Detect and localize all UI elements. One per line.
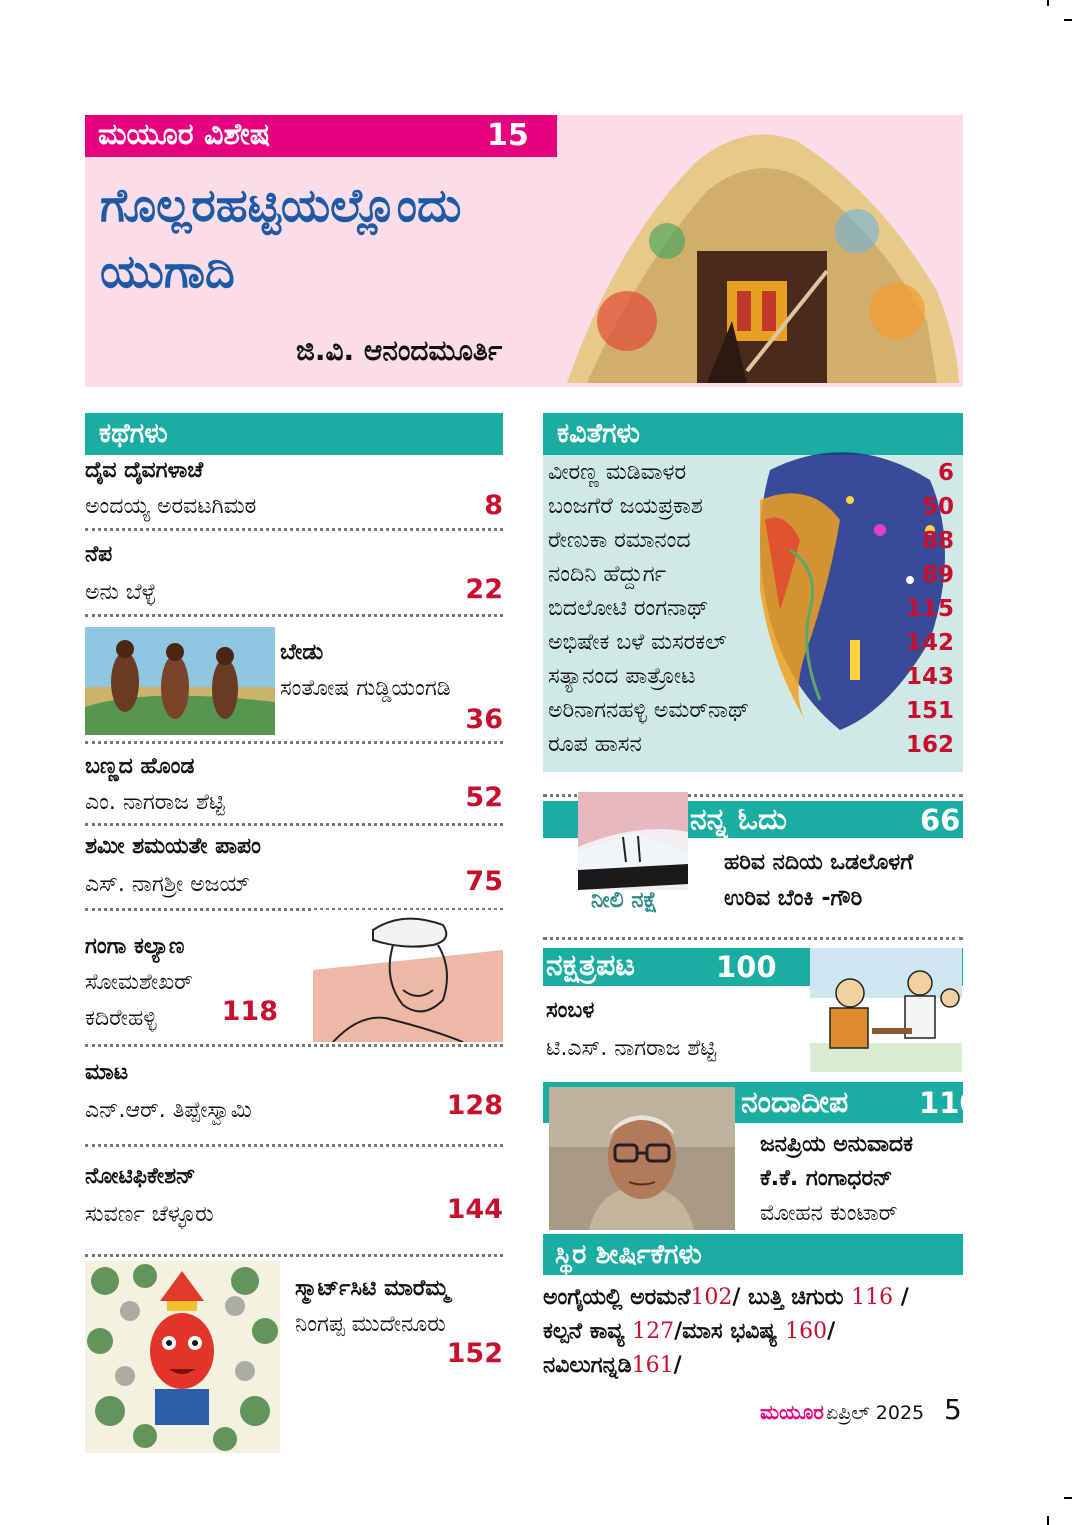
story-title: ನೋಟಿಫಿಕೇಶನ್	[85, 1164, 196, 1189]
crop-mark	[1047, 1516, 1049, 1525]
poet-name[interactable]: ಬಿದಲೋಟಿ ರಂಗನಾಥ್	[548, 596, 709, 621]
story-author: ಸಂತೋಷ ಗುಡ್ಡಿಯಂಗಡಿ	[280, 676, 451, 701]
story-author: ಅನು ಬೆಳ್ಳೆ	[85, 580, 156, 605]
nandadeepa-line2: ಕೆ.ಕೆ. ಗಂಗಾಧರನ್	[760, 1166, 893, 1191]
story-author: ಎನ್.ಆರ್. ತಿಪ್ಪೇಸ್ವಾಮಿ	[85, 1098, 252, 1123]
story-entry[interactable]	[85, 1276, 503, 1376]
feature-page-number[interactable]: 15	[487, 118, 529, 153]
story-entry[interactable]	[85, 458, 503, 530]
column-page: 102	[690, 1285, 733, 1310]
divider	[85, 1254, 503, 1257]
column-page: 127	[632, 1319, 675, 1344]
feature-title-line2: ಯುಗಾದಿ	[100, 244, 235, 298]
section-header-stories: ಕಥೆಗಳು	[85, 413, 503, 455]
divider	[85, 1044, 503, 1047]
story-page-number: 152	[446, 1338, 503, 1369]
story-entry[interactable]	[85, 1164, 503, 1236]
divider	[85, 1144, 503, 1147]
story-entry[interactable]	[85, 934, 503, 1038]
divider	[85, 528, 503, 531]
story-title: ಶಮೀ ಶಮಯತೇ ಪಾಪಂ	[85, 834, 261, 859]
nandadeepa-label[interactable]: ನಂದಾದೀಪ	[741, 1085, 849, 1120]
column-navilugannadi[interactable]: ನವಿಲುಗನ್ನಡಿ	[543, 1353, 632, 1378]
column-kalpane-kavya[interactable]: ಕಲ್ಪನೆ ಕಾವ್ಯ	[543, 1319, 625, 1344]
poem-page-number: 142	[905, 630, 954, 656]
nakshatrapata-title: ಸಂಬಳ	[546, 998, 595, 1023]
issue-date: ಏಪ್ರಿಲ್ 2025	[826, 1402, 925, 1424]
story-entry[interactable]	[85, 834, 503, 906]
section-header-poems: ಕವಿತೆಗಳು	[543, 413, 963, 455]
divider	[85, 614, 503, 617]
nanna-odu-page-number: 66	[920, 803, 961, 837]
poet-name[interactable]: ಅರಿನಾಗನಹಳ್ಳಿ ಅಮರ್‌ನಾಥ್	[548, 698, 750, 723]
nakshatrapata-page-number: 100	[716, 950, 777, 984]
story-page-number: 8	[484, 490, 503, 521]
poet-name[interactable]: ನಂದಿನಿ ಹೆದ್ದುರ್ಗ	[548, 562, 667, 587]
story-title: ಗಂಗಾ ಕಲ್ಯಾಣ	[85, 934, 185, 959]
feature-label: ಮಯೂರ ವಿಶೇಷ	[98, 117, 271, 152]
column-page: 116	[851, 1285, 894, 1310]
story-page-number: 75	[465, 866, 503, 897]
book-cover-title: ನೀಲಿ ನಕ್ಷೆ	[591, 888, 658, 913]
column-page: 161	[631, 1353, 674, 1378]
nanna-odu-line1: ಹರಿವ ನದಿಯ ಒಡಲೊಳಗೆ	[724, 850, 914, 875]
poet-name[interactable]: ಸತ್ಯಾನಂದ ಪಾತ್ರೋಟ	[548, 664, 696, 689]
crop-mark	[1047, 0, 1049, 6]
crop-mark	[1064, 1497, 1072, 1499]
story-author: ಎಂ. ನಾಗರಾಜ ಶೆಟ್ಟಿ	[85, 790, 225, 815]
columns-line1: ಅಂಗೈಯಲ್ಲಿ ಅರಮನೆ102/ ಬುತ್ತಿ ಚಿಗುರು 116 /	[543, 1285, 909, 1310]
nanna-odu-line2: ಉರಿವ ಬೆಂಕಿ -ಗೌರಿ	[724, 886, 863, 911]
poem-page-number: 89	[921, 562, 954, 588]
story-author-line2: ಕದಿರೇಹಳ್ಳಿ	[85, 1006, 157, 1031]
feature-title[interactable]	[100, 172, 550, 304]
section-header-regular-columns: ಸ್ಥಿರ ಶೀರ್ಷಿಕೆಗಳು	[543, 1234, 963, 1275]
poem-page-number: 88	[921, 528, 954, 554]
nakshatrapata-author: ಟಿ.ಎಸ್. ನಾಗರಾಜ ಶೆಟ್ಟಿ	[546, 1036, 717, 1061]
columns-line3: ನವಿಲುಗನ್ನಡಿ161/	[543, 1353, 682, 1378]
story-entry[interactable]	[85, 1060, 503, 1132]
story-entry[interactable]	[85, 754, 503, 826]
story-page-number: 118	[221, 996, 278, 1027]
divider	[85, 823, 503, 826]
poet-name[interactable]: ರೇಣುಕಾ ರಮಾನಂದ	[548, 528, 691, 553]
divider	[543, 937, 963, 940]
divider	[85, 741, 503, 744]
column-page: 160	[785, 1319, 828, 1344]
cartoon-illustration	[810, 948, 962, 1072]
story-title: ಮಾಟ	[85, 1060, 129, 1085]
feature-hut-illustration	[557, 121, 959, 383]
poet-name[interactable]: ಬಂಜಗೆರೆ ಜಯಪ್ರಕಾಶ	[548, 494, 703, 519]
poem-page-number: 115	[905, 596, 954, 622]
poet-name[interactable]: ವೀರಣ್ಣ ಮಡಿವಾಳರ	[548, 460, 687, 485]
feature-author: ಜಿ.ವಿ. ಆನಂದಮೂರ್ತಿ	[296, 334, 503, 367]
story-author: ಸುವರ್ಣ ಚೆಳ್ಳೂರು	[85, 1202, 214, 1227]
crop-mark	[1064, 19, 1072, 21]
page-number: 5	[944, 1393, 962, 1426]
poem-page-number: 162	[905, 732, 954, 758]
nandadeepa-line3: ಮೋಹನ ಕುಂಟಾರ್	[760, 1201, 898, 1226]
story-entry[interactable]	[85, 640, 503, 740]
nanna-odu-label[interactable]: ನನ್ನ ಓದು	[690, 802, 787, 837]
story-title: ಬಣ್ಣದ ಹೊಂಡ	[85, 754, 195, 779]
story-title: ದೈವ ದೈವಗಳಾಚೆ	[85, 458, 204, 483]
story-page-number: 52	[465, 782, 503, 813]
nandadeepa-page-number: 110	[919, 1086, 980, 1120]
story-author: ಎಸ್. ನಾಗಶ್ರೀ ಅಜಯ್	[85, 872, 251, 897]
column-butti-chiguru[interactable]: ಬುತ್ತಿ ಚಿಗುರು	[748, 1285, 844, 1310]
story-author: ಸೋಮಶೇಖರ್	[85, 970, 193, 995]
story-page-number: 144	[446, 1194, 503, 1225]
story-title: ಬೇಡು	[280, 640, 324, 665]
story-page-number: 22	[465, 574, 503, 605]
poem-page-number: 151	[905, 698, 954, 724]
column-angaiyalli-aramane[interactable]: ಅಂಗೈಯಲ್ಲಿ ಅರಮನೆ	[543, 1285, 691, 1310]
story-title: ಸ್ಮಾರ್ಟ್‌ಸಿಟಿ ಮಾರೆಮ್ಮ	[295, 1276, 450, 1301]
poem-page-number: 6	[937, 460, 954, 486]
story-entry[interactable]	[85, 542, 503, 614]
story-author: ಅಂದಯ್ಯ ಅರವಟಗಿಮಠ	[85, 494, 257, 519]
story-page-number: 36	[465, 704, 503, 735]
magazine-logo: ಮಯೂರ	[760, 1400, 824, 1424]
poet-name[interactable]: ರೂಪ ಹಾಸನ	[548, 732, 642, 757]
story-page-number: 128	[446, 1090, 503, 1121]
portrait-photo	[549, 1087, 735, 1230]
feature-title-line1: ಗೊಲ್ಲರಹಟ್ಟಿಯಲ್ಲೊಂದು	[100, 178, 462, 232]
story-title: ನೆಪ	[85, 542, 113, 567]
column-maasa-bhavishya[interactable]: ಮಾಸ ಭವಿಷ್ಯ	[682, 1319, 778, 1344]
nandadeepa-line1: ಜನಪ್ರಿಯ ಅನುವಾದಕ	[760, 1132, 914, 1157]
story-author: ನಿಂಗಪ್ಪ ಮುದೇನೂರು	[295, 1312, 446, 1337]
nakshatrapata-label[interactable]: ನಕ್ಷತ್ರಪಟ	[546, 948, 635, 983]
poet-name[interactable]: ಅಭಿಷೇಕ ಬಳೆ ಮಸರಕಲ್	[548, 630, 727, 655]
poem-page-number: 143	[905, 664, 954, 690]
columns-line2: ಕಲ್ಪನೆ ಕಾವ್ಯ 127/ಮಾಸ ಭವಿಷ್ಯ 160/	[543, 1319, 836, 1344]
poem-page-number: 50	[921, 494, 954, 520]
